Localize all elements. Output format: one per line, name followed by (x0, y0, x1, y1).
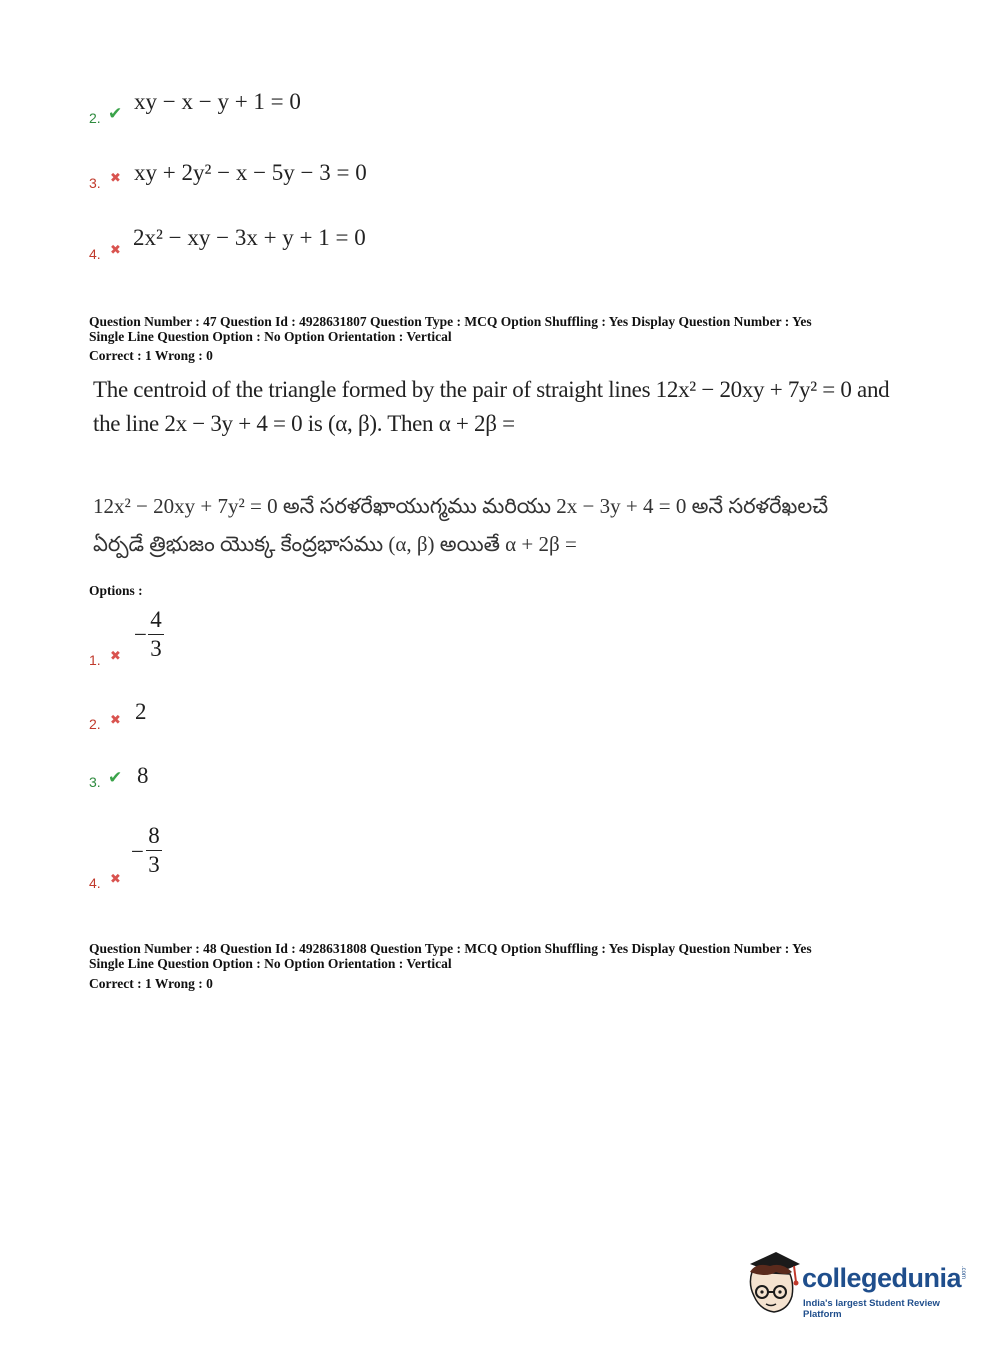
option-number: 1. (89, 652, 101, 668)
option-number: 3. (89, 175, 101, 191)
option-value: 8 (137, 763, 149, 788)
check-icon: ✔ (108, 104, 123, 124)
question-meta-2: Single Line Question Option : No Option Orientation : Vertical (89, 329, 452, 344)
option-number: 2. (89, 110, 101, 126)
option-number: 3. (89, 774, 101, 790)
minus-sign: − (131, 839, 144, 864)
cross-icon: ✖ (110, 243, 121, 258)
question-text-english-2: the line 2x − 3y + 4 = 0 is (α, β). Then α + 2β = (93, 411, 515, 436)
check-icon: ✔ (108, 768, 123, 788)
option-expression: xy + 2y² − x − 5y − 3 = 0 (134, 160, 367, 185)
question-text-telugu: 12x² − 20xy + 7y² = 0 అనే సరళరేఖాయుగ్మము మరియు 2x − 3y + 4 = 0 అనే సరళరేఖలచే (93, 494, 829, 518)
logo-suffix: .com (960, 1266, 966, 1280)
option-number: 4. (89, 875, 101, 891)
denominator: 3 (150, 636, 162, 661)
collegedunia-logo[interactable] (742, 1250, 972, 1320)
options-label: Options : (89, 583, 143, 598)
logo-wordmark: collegedunia (802, 1263, 962, 1293)
denominator: 3 (148, 852, 160, 877)
question-meta: Question Number : 47 Question Id : 4928631807 Question Type : MCQ Option Shuffling : Yes Display Question Number : Yes (89, 314, 812, 329)
numerator: 8 (148, 823, 160, 848)
marking-scheme: Correct : 1 Wrong : 0 (89, 348, 213, 363)
option-expression: xy − x − y + 1 = 0 (134, 89, 301, 114)
option-number: 2. (89, 716, 101, 732)
option-expression: 2x² − xy − 3x + y + 1 = 0 (133, 225, 366, 250)
cross-icon: ✖ (110, 649, 121, 664)
option-number: 4. (89, 246, 101, 262)
cross-icon: ✖ (110, 713, 121, 728)
fraction (148, 606, 164, 663)
question-text-telugu-2: ఏర్పడే త్రిభుజం యొక్క కేంద్రభాసము (α, β) అయితే α + 2β = (93, 532, 577, 556)
mascot-icon (742, 1250, 802, 1318)
cross-icon: ✖ (110, 171, 121, 186)
marking-scheme: Correct : 1 Wrong : 0 (89, 976, 213, 991)
minus-sign: − (134, 622, 147, 647)
question-meta-2: Single Line Question Option : No Option Orientation : Vertical (89, 956, 452, 971)
fraction (146, 822, 162, 879)
option-value: 2 (135, 699, 147, 724)
question-text-english: The centroid of the triangle formed by the pair of straight lines 12x² − 20xy + 7y² = 0 and (93, 377, 890, 402)
logo-tagline: India's largest Student Review Platform (803, 1298, 940, 1320)
numerator: 4 (150, 607, 162, 632)
cross-icon: ✖ (110, 872, 121, 887)
question-meta: Question Number : 48 Question Id : 4928631808 Question Type : MCQ Option Shuffling : Yes Display Question Number : Yes (89, 941, 812, 956)
